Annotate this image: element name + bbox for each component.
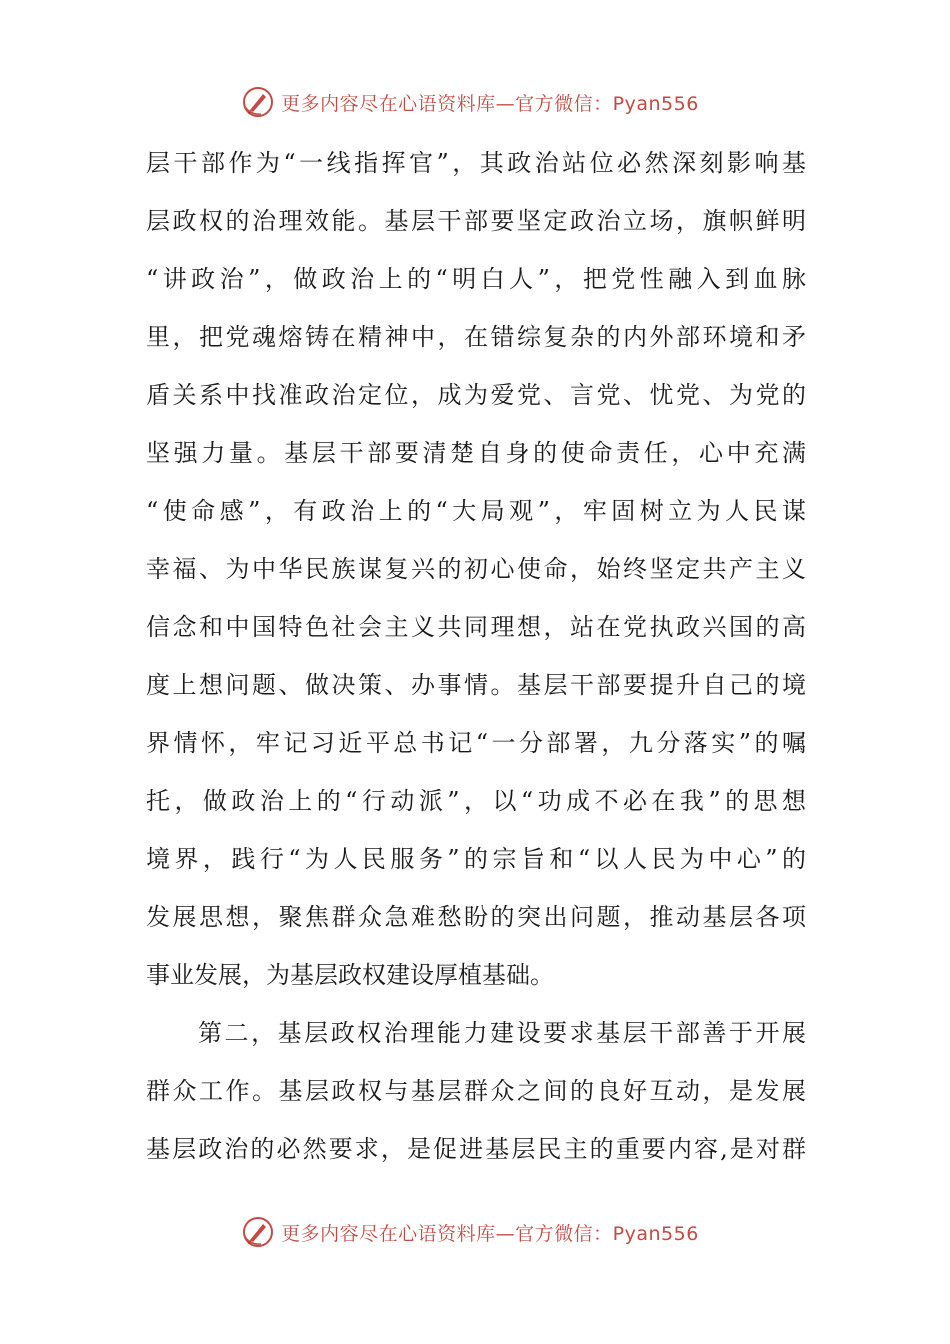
- body-line-12: 托，做政治上的“行动派”，以“功成不必在我”的思想: [146, 787, 806, 815]
- body-line-6: 坚强力量。基层干部要清楚自身的使命责任，心中充满: [146, 439, 806, 467]
- body-line-3: “讲政治”，做政治上的“明白人”，把党性融入到血脉: [146, 265, 806, 293]
- body-line-15: 事业发展，为基层政权建设厚植基础。: [146, 961, 554, 989]
- footer-banner: [0, 1212, 950, 1252]
- body-line-8: 幸福、为中华民族谋复兴的初心使命，始终坚定共产主义: [146, 555, 806, 583]
- body-line-9: 信念和中国特色社会主义共同理想，站在党执政兴国的高: [146, 613, 806, 641]
- body-line-16: 第二，基层政权治理能力建设要求基层干部善于开展: [198, 1019, 806, 1047]
- body-line-10: 度上想问题、做决策、办事情。基层干部要提升自己的境: [146, 671, 806, 699]
- body-line-11: 界情怀，牢记习近平总书记“一分部署，九分落实”的嘱: [146, 729, 806, 757]
- document-body: [146, 134, 806, 1178]
- body-line-1: 层干部作为“一线指挥官”，其政治站位必然深刻影响基: [146, 149, 806, 177]
- header-banner-inner: [241, 85, 699, 119]
- header-banner-text: 更多内容尽在心语资料库—官方微信：Pyan556: [281, 92, 699, 115]
- body-line-5: 盾关系中找准政治定位，成为爱党、言党、忧党、为党的: [146, 381, 806, 409]
- body-line-18: 基层政治的必然要求，是促进基层民主的重要内容,是对群: [146, 1135, 806, 1163]
- body-line-4: 里，把党魂熔铸在精神中，在错综复杂的内外部环境和矛: [146, 323, 806, 351]
- header-banner: [0, 82, 950, 122]
- body-line-7: “使命感”，有政治上的“大局观”，牢固树立为人民谋: [146, 497, 806, 525]
- body-line-17: 群众工作。基层政权与基层群众之间的良好互动，是发展: [146, 1077, 806, 1105]
- body-line-2: 层政权的治理效能。基层干部要坚定政治立场，旗帜鲜明: [146, 207, 806, 235]
- quill-pen-logo-icon: [241, 85, 275, 119]
- footer-banner-text: 更多内容尽在心语资料库—官方微信：Pyan556: [281, 1222, 699, 1245]
- footer-banner-inner: [241, 1215, 699, 1249]
- body-line-14: 发展思想，聚焦群众急难愁盼的突出问题，推动基层各项: [146, 903, 806, 931]
- body-line-13: 境界，践行“为人民服务”的宗旨和“以人民为中心”的: [146, 845, 806, 873]
- quill-pen-logo-icon: [241, 1215, 275, 1249]
